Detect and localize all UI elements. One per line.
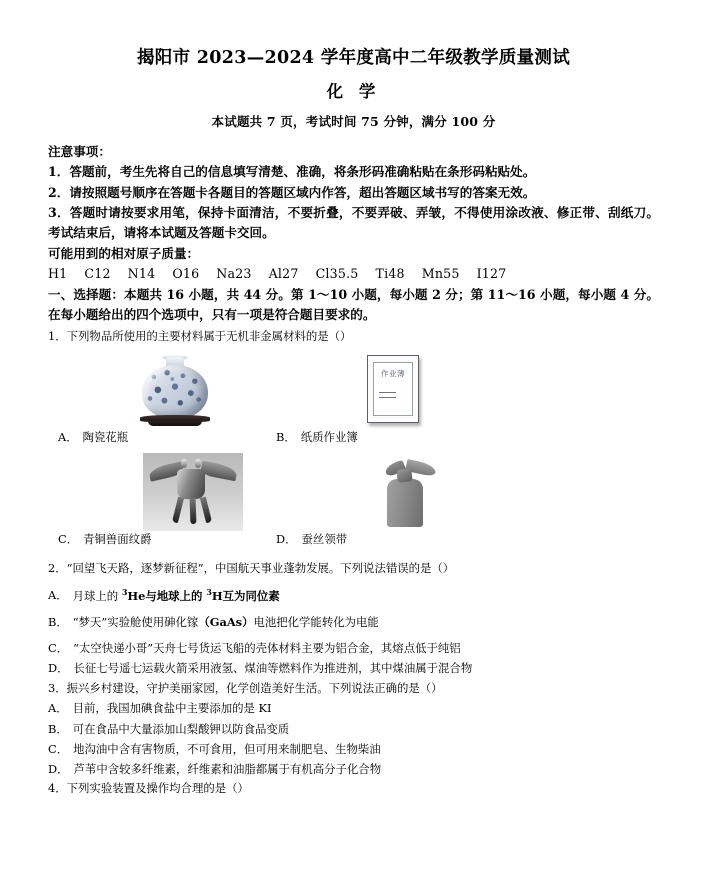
- necktie-blade-shape: [387, 479, 423, 527]
- question-2-answer-blank: ）: [442, 561, 457, 575]
- question-1-option-d: [276, 531, 347, 547]
- exam-meta-line: 本试题共 7 页，考试时间 75 分钟，满分 100 分: [211, 113, 496, 129]
- question-3-option-c-label: C．: [48, 741, 69, 756]
- question-4-text: 下列实验装置及操作均合理的是（: [66, 781, 238, 796]
- question-1-figure-row-2: [48, 453, 659, 531]
- question-2-option-b-label: B．: [48, 614, 68, 629]
- question-2-option-a-mid2: H互为同位素: [211, 588, 280, 603]
- jue-leg-2-shape: [190, 498, 197, 524]
- notebook-cover-shape: [367, 355, 419, 423]
- paper-notebook-image: [363, 351, 425, 429]
- question-2-text: “回望飞天路，逐梦新征程”，中国航天事业蓬勃发展。下列说法错误的是（: [66, 561, 443, 575]
- atomic-mass-al: Al27: [268, 266, 299, 282]
- question-2-option-b-pre: “梦天”实验舱使用砷化镓: [72, 614, 199, 629]
- atomic-mass-h: H1: [48, 266, 68, 282]
- question-2-isotope-superscript-2: 3: [206, 586, 212, 597]
- question-3-option-a: [48, 698, 659, 718]
- atomic-mass-c: C12: [84, 266, 111, 282]
- porcelain-vase-image: [128, 351, 224, 429]
- question-1-option-c: [58, 531, 151, 547]
- atomic-mass-mn: Mn55: [421, 266, 460, 282]
- question-2-option-d-text: 长征七号遥七运载火箭采用液氢、煤油等燃料作为推进剂，其中煤油属于混合物: [73, 661, 473, 676]
- question-1-option-a-text: 陶瓷花瓶: [82, 430, 129, 444]
- page-title: 揭阳市 2023—2024 学年度高中二年级教学质量测试: [137, 48, 570, 68]
- question-3-option-b-text: 可在食品中大量添加山梨酸钾以防食品变质: [72, 721, 290, 736]
- question-2-option-a-label: A．: [48, 588, 68, 603]
- question-4-stem: [48, 779, 659, 799]
- question-2-option-c-text: “太空快递小哥”天舟七号货运飞船的壳体材料主要为铝合金，其熔点低于纯铝: [73, 641, 461, 655]
- atomic-mass-ti: Ti48: [375, 266, 405, 282]
- question-1-option-b-label: B．: [276, 430, 296, 444]
- question-3-stem: [48, 679, 659, 699]
- question-2-option-a-mid1: He与地球上的: [127, 588, 207, 603]
- notice-item-3: 3．答题时请按要求用笔，保持卡面清洁，不要折叠，不要弄破、弄皱，不得使用涂改液、修正带、刮纸刀。考试结束后，请将本试题及答题卡交回。: [48, 205, 659, 241]
- question-1-option-b-text: 纸质作业簿: [300, 430, 358, 444]
- question-2-gaas-formula: （GaAs）: [198, 614, 254, 629]
- notice-heading: 注意事项：: [48, 143, 111, 159]
- subject-title: 化 学: [326, 81, 381, 101]
- question-3-option-b-label: B．: [48, 721, 68, 736]
- notebook-rule-line-1: [379, 392, 396, 393]
- question-1-answer-blank: ）: [340, 329, 354, 344]
- jue-spout-right-shape: [200, 461, 238, 482]
- notebook-cover-label: 作业薄: [381, 369, 405, 378]
- question-2-option-d: [48, 658, 659, 678]
- atomic-mass-list: [48, 264, 659, 284]
- atomic-mass-cl: Cl35.5: [315, 266, 359, 282]
- question-3-number: 3．: [48, 680, 67, 695]
- notice-item-2: 2．请按照题号顺序在答题卡各题目的答题区域内作答，超出答题区域书写的答案无效。: [48, 184, 536, 200]
- jue-leg-3-shape: [200, 497, 212, 524]
- notice-item-1: 1．答题前，考生先将自己的信息填写清楚、准确，将条形码准确粘贴在条形码粘贴处。: [48, 164, 536, 180]
- question-1-option-b: [276, 429, 358, 445]
- question-2-option-a-pre: 月球上的: [72, 588, 122, 603]
- question-2-isotope-superscript-1: 3: [121, 586, 128, 597]
- question-1-figure-row-1: [48, 351, 659, 429]
- question-1-option-c-label: C．: [58, 532, 79, 546]
- question-2-option-d-label: D．: [48, 661, 69, 676]
- question-3-option-a-text: 目前，我国加碘食盐中主要添加的是 KI: [72, 701, 272, 716]
- jue-leg-1-shape: [172, 497, 184, 524]
- jue-post-right-shape: [195, 459, 201, 468]
- question-2-option-c-label: C．: [48, 641, 69, 655]
- question-2-option-c: [48, 638, 659, 658]
- question-1-number: 1．: [48, 329, 67, 344]
- question-4-number: 4．: [48, 781, 67, 796]
- question-2-option-b: [48, 612, 659, 632]
- atomic-mass-na: Na23: [216, 266, 252, 282]
- question-2-stem: [48, 559, 659, 579]
- question-1-stem: [48, 327, 659, 347]
- question-3-option-b: [48, 719, 659, 739]
- question-1-option-row-2: [48, 531, 659, 551]
- question-1-option-a: [58, 429, 128, 445]
- question-2-number: 2．: [48, 561, 67, 575]
- vase-stand-lower: [148, 421, 202, 426]
- question-1-option-d-label: D．: [276, 532, 297, 546]
- question-3-answer-blank: ）: [431, 680, 445, 695]
- question-3-text: 振兴乡村建设，守护美丽家园，化学创造美好生活。下列说法正确的是（: [66, 680, 432, 695]
- question-2-option-a: [48, 585, 659, 606]
- question-2-option-b-post: 电池把化学能转化为电能: [253, 614, 379, 629]
- atomic-mass-heading: 可能用到的相对原子质量：: [48, 245, 200, 261]
- notebook-rule-line-2: [379, 397, 396, 398]
- question-1-option-row-1: [48, 429, 659, 449]
- jue-post-left-shape: [181, 459, 187, 468]
- vase-body-shape: [142, 365, 208, 419]
- atomic-mass-n: N14: [127, 266, 156, 282]
- question-3-option-d: [48, 759, 659, 779]
- atomic-mass-i: I127: [476, 266, 507, 282]
- question-4-answer-blank: ）: [237, 781, 251, 796]
- question-3-option-d-text: 芦苇中含较多纤维素，纤维素和油脂都属于有机高分子化合物: [73, 762, 382, 777]
- question-3-option-c: [48, 739, 659, 759]
- necktie-knot-shape: [396, 468, 412, 482]
- question-1-option-d-text: 蚕丝领带: [301, 532, 348, 546]
- jue-body-shape: [177, 469, 205, 499]
- question-1-option-c-text: 青铜兽面纹爵: [83, 532, 152, 546]
- bronze-jue-vessel-image: [143, 453, 243, 531]
- silk-necktie-image: [373, 453, 451, 531]
- question-1-option-a-label: A．: [58, 430, 78, 444]
- section-heading-choice: 一、选择题：本题共 16 小题，共 44 分。第 1～10 小题，每小题 2 分；第 11～16 小题，每小题 4 分。在每小题给出的四个选项中，只有一项是符合题目要求的。: [48, 286, 659, 322]
- atomic-mass-o: O16: [172, 266, 200, 282]
- question-1-text: 下列物品所使用的主要材料属于无机非金属材料的是（: [66, 329, 341, 344]
- question-3-option-d-label: D．: [48, 762, 69, 777]
- question-3-option-a-label: A．: [48, 701, 68, 716]
- question-3-option-c-text: 地沟油中含有害物质，不可食用，但可用来制肥皂、生物柴油: [73, 741, 381, 756]
